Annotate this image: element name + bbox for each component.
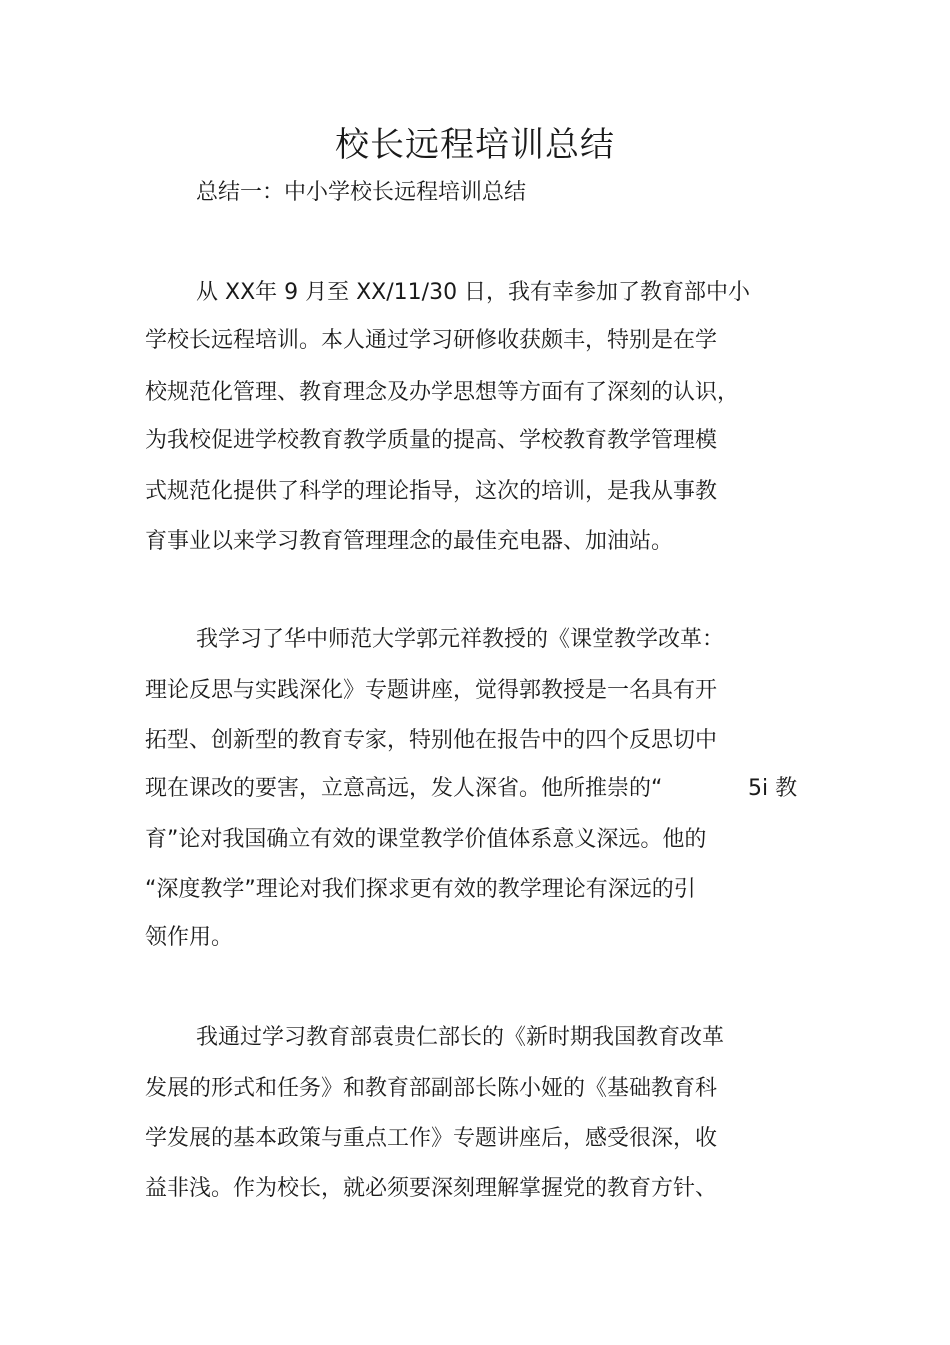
paragraph-3-line-2: 发展的形式和任务》和教育部副部长陈小娅的《基础教育科 <box>145 1076 718 1101</box>
paragraph-1-line-3: 校规范化管理、教育理念及办学思想等方面有了深刻的认识， <box>145 380 740 405</box>
paragraph-2-line-4-tail: 5i 教 <box>748 776 798 801</box>
paragraph-3-line-1: 我通过学习教育部袁贵仁部长的《新时期我国教育改革 <box>196 1025 725 1050</box>
paragraph-2-line-6: “深度教学”理论对我们探求更有效的教学理论有深远的引 <box>145 877 696 902</box>
paragraph-1-line-5: 式规范化提供了科学的理论指导，这次的培训，是我从事教 <box>145 479 718 504</box>
paragraph-2-line-7: 领作用。 <box>145 925 234 950</box>
paragraph-1-line-6: 育事业以来学习教育管理理念的最佳充电器、加油站。 <box>145 529 674 554</box>
document-subtitle: 总结一：中小学校长远程培训总结 <box>196 180 527 205</box>
paragraph-2-line-2: 理论反思与实践深化》专题讲座，觉得郭教授是一名具有开 <box>145 678 718 703</box>
paragraph-3-line-3: 学发展的基本政策与重点工作》专题讲座后，感受很深，收 <box>145 1126 718 1151</box>
paragraph-1-line-2: 学校长远程培训。本人通过学习研修收获颇丰，特别是在学 <box>145 328 718 353</box>
paragraph-2-line-1: 我学习了华中师范大学郭元祥教授的《课堂教学改革： <box>196 627 725 652</box>
paragraph-1-line-1: 从 XX年 9 月至 XX/11/30 日，我有幸参加了教育部中小 <box>196 280 751 305</box>
paragraph-1-line-4: 为我校促进学校教育教学质量的提高、学校教育教学管理模 <box>145 428 718 453</box>
paragraph-3-line-4: 益非浅。作为校长，就必须要深刻理解掌握党的教育方针、 <box>145 1176 718 1201</box>
paragraph-2-line-4: 现在课改的要害，立意高远，发人深省。他所推崇的“ <box>145 776 663 801</box>
paragraph-2-line-3: 拓型、创新型的教育专家，特别他在报告中的四个反思切中 <box>145 728 718 753</box>
paragraph-2-line-5: 育”论对我国确立有效的课堂教学价值体系意义深远。他的 <box>145 827 707 852</box>
document-title: 校长远程培训总结 <box>335 125 615 165</box>
